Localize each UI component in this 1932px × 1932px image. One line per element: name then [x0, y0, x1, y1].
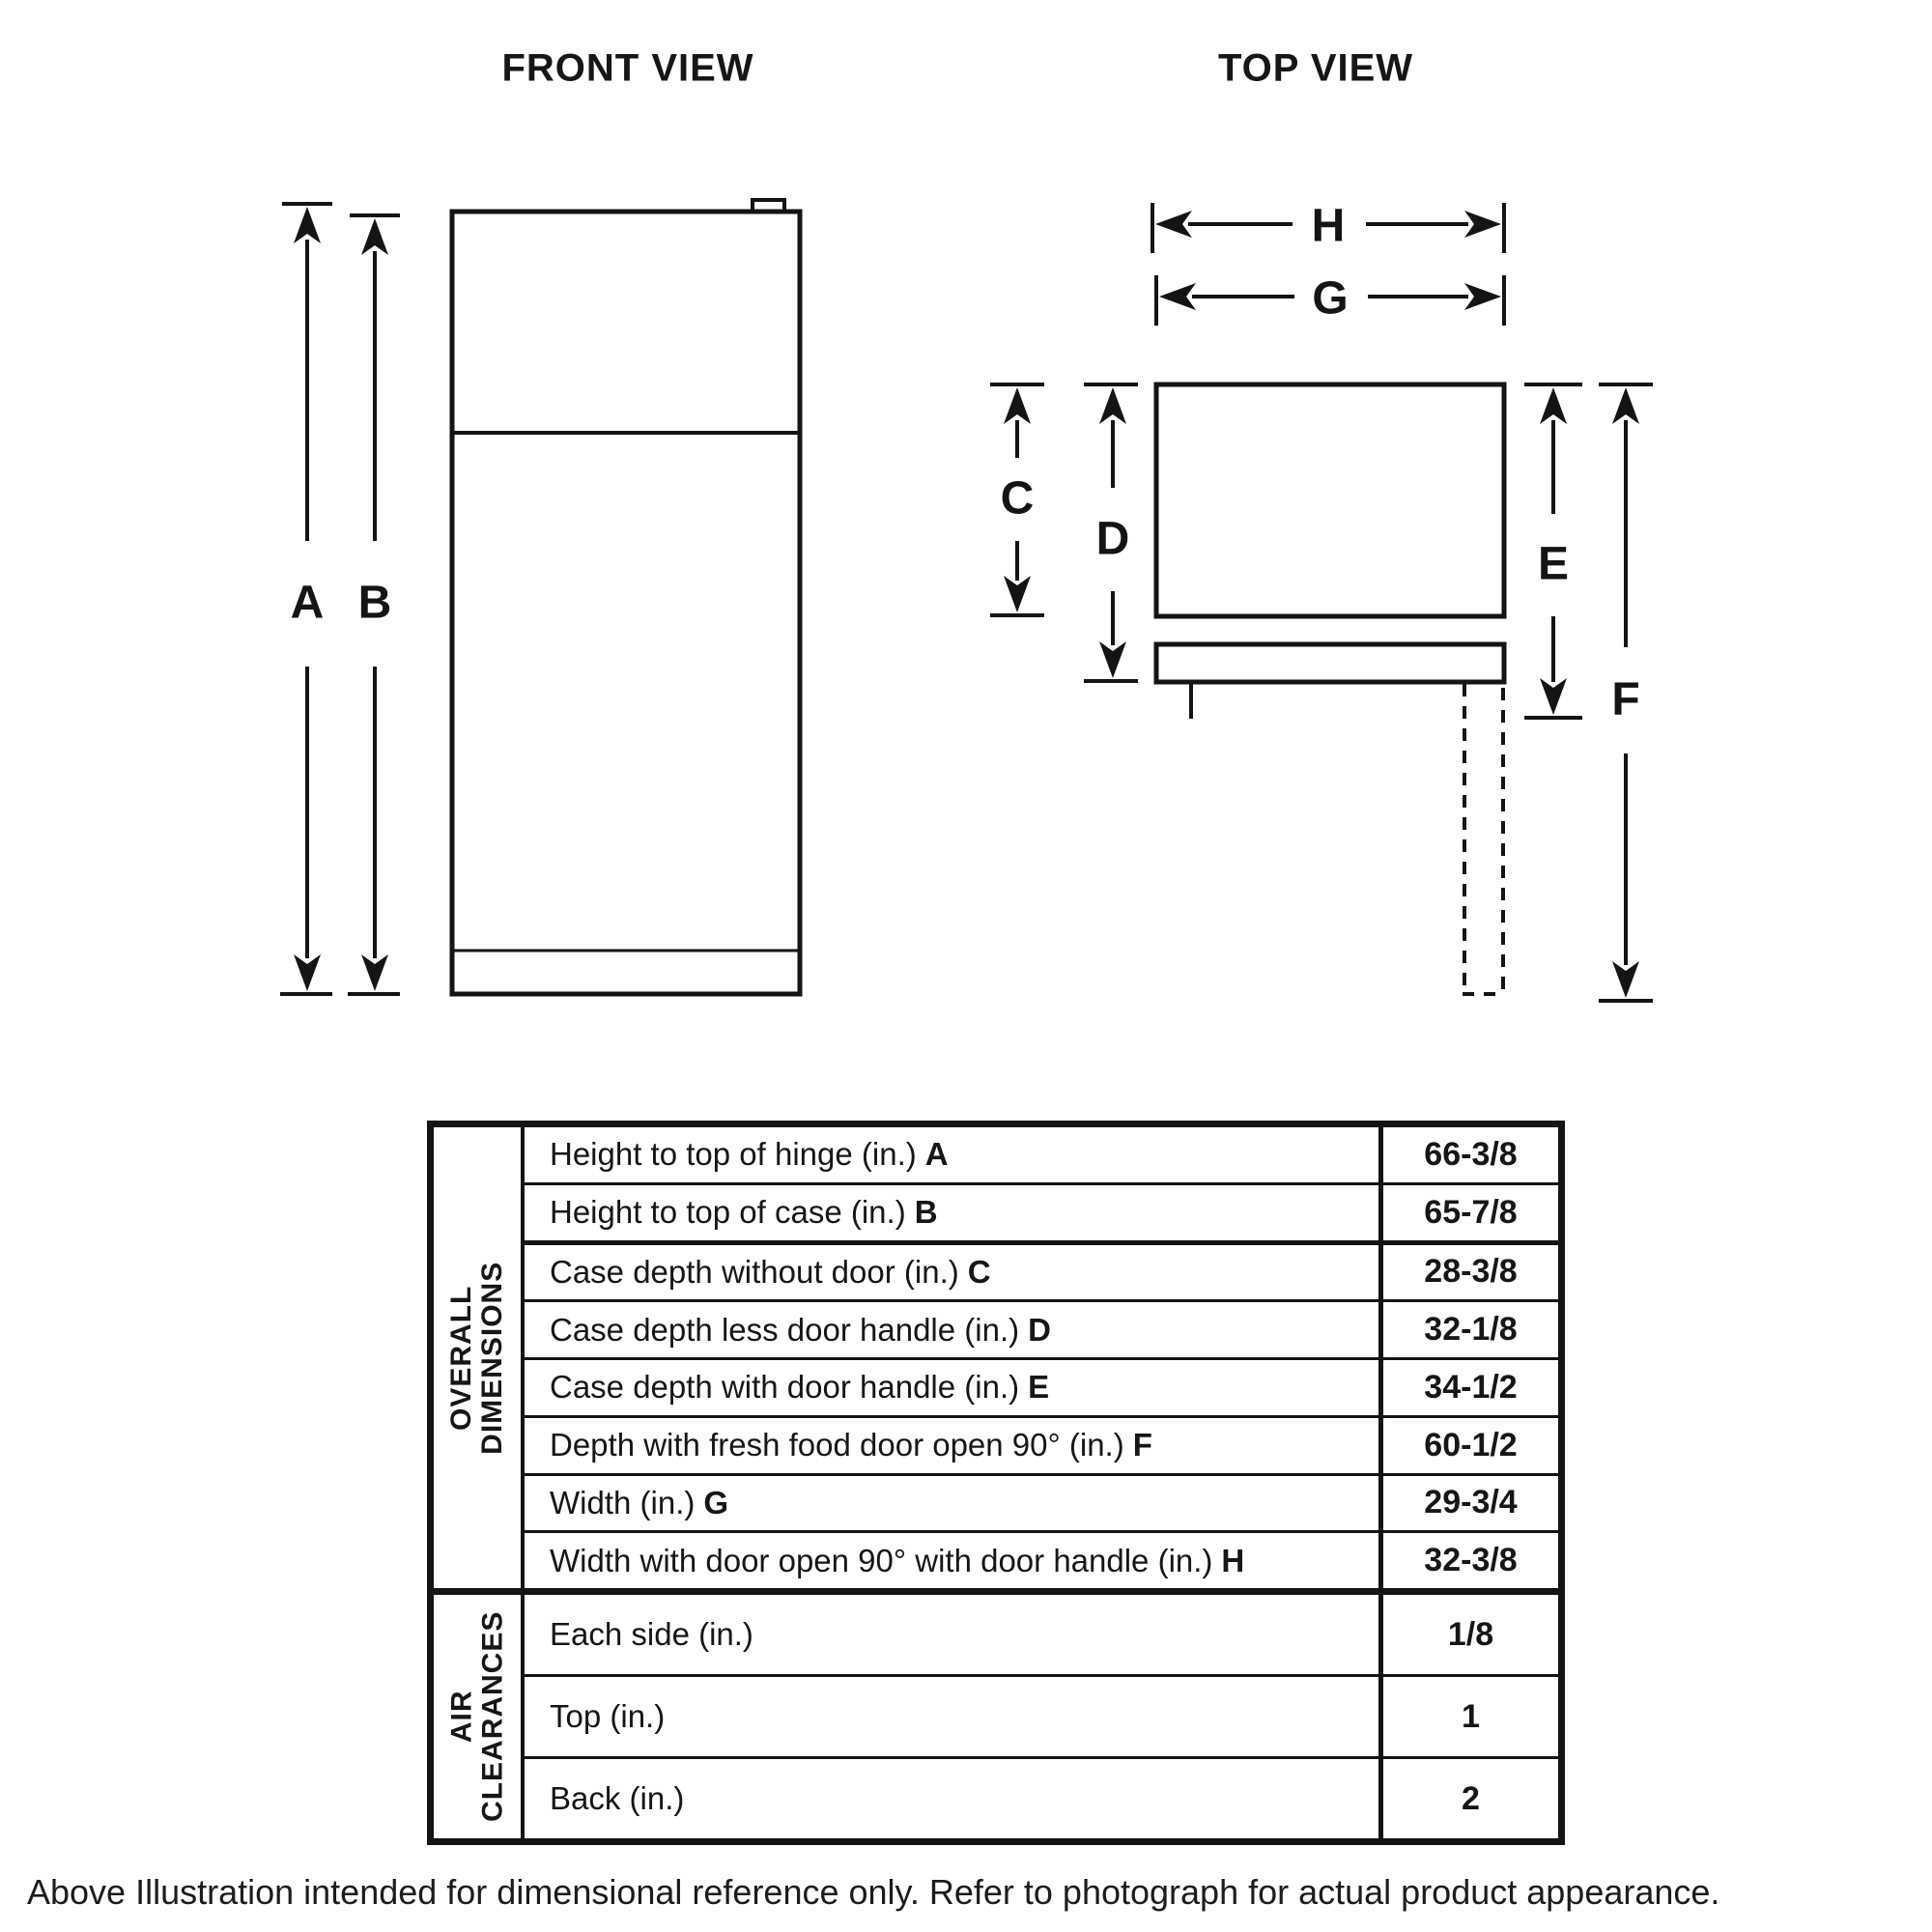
- dim-h: [1152, 201, 1504, 254]
- row-value: 60-1/2: [1378, 1418, 1558, 1473]
- case-top-outline: [1156, 384, 1504, 616]
- table-row: [525, 1127, 1558, 1185]
- table-row: [525, 1533, 1558, 1588]
- arrowhead-down: [1540, 678, 1567, 715]
- top-view-title: TOP VIEW: [1217, 46, 1414, 90]
- table-row: [525, 1677, 1558, 1759]
- header-line: DIMENSIONS: [476, 1261, 508, 1455]
- row-dim-letter: A: [924, 1136, 949, 1173]
- arrowhead-up: [1099, 387, 1126, 424]
- arrowhead-down: [1099, 641, 1126, 678]
- row-value: 1/8: [1378, 1595, 1558, 1674]
- header-line: AIR: [445, 1690, 478, 1744]
- row-dim-letter: D: [1028, 1311, 1051, 1348]
- dimensions-table: [427, 1121, 1565, 1845]
- row-label: Top (in.): [550, 1698, 666, 1734]
- row-dim-letter: E: [1028, 1369, 1050, 1406]
- top-view-drawing: [990, 201, 1653, 1002]
- row-label: Case depth without door (in.): [550, 1253, 959, 1290]
- arrowhead-right: [1464, 283, 1501, 310]
- dim-e-label: E: [1537, 538, 1570, 590]
- row-value: 66-3/8: [1378, 1127, 1558, 1182]
- front-view-drawing: [280, 200, 800, 994]
- dim-f: [1599, 384, 1653, 1001]
- table-row: [525, 1759, 1558, 1838]
- row-value: 34-1/2: [1378, 1360, 1558, 1415]
- table-row: [525, 1302, 1558, 1360]
- table-row: [525, 1245, 1558, 1303]
- dim-b: [348, 215, 400, 994]
- arrowhead-left: [1159, 283, 1196, 310]
- row-value: 32-1/8: [1378, 1302, 1558, 1357]
- arrowhead-up: [1540, 387, 1567, 424]
- row-dim-letter: B: [914, 1194, 938, 1231]
- row-label: Width with door open 90° with door handle (in.): [550, 1542, 1213, 1578]
- row-label: Case depth less door handle (in.): [550, 1311, 1020, 1348]
- dim-a-label: A: [290, 577, 325, 629]
- table-row: [525, 1418, 1558, 1476]
- door-open-dashed-outline: [1463, 684, 1505, 994]
- arrowhead-up: [294, 207, 321, 243]
- table-row: [525, 1595, 1558, 1677]
- front-view-title: FRONT VIEW: [501, 46, 754, 90]
- row-value: 29-3/4: [1378, 1476, 1558, 1531]
- row-label: Height to top of case (in.): [550, 1194, 906, 1231]
- row-label: Width (in.): [550, 1484, 696, 1520]
- arrowhead-down: [361, 954, 388, 991]
- header-line: CLEARANCES: [476, 1610, 509, 1823]
- air-clearances-section: [434, 1588, 1558, 1838]
- header-line: OVERALL: [445, 1285, 478, 1431]
- arrowhead-down: [1004, 576, 1031, 612]
- dim-f-label: F: [1611, 673, 1640, 725]
- arrowhead-down: [294, 954, 321, 991]
- air-clearances-header: [434, 1595, 525, 1838]
- row-dim-letter: H: [1221, 1542, 1245, 1578]
- table-row: [525, 1360, 1558, 1418]
- door-top-outline: [1156, 644, 1504, 682]
- fridge-front-outline: [452, 212, 800, 994]
- row-value: 65-7/8: [1378, 1185, 1558, 1240]
- dim-c: [990, 384, 1044, 615]
- row-label: Case depth with door handle (in.): [550, 1369, 1020, 1406]
- row-dim-letter: F: [1132, 1427, 1152, 1463]
- dim-e: [1524, 384, 1582, 718]
- dim-d: [1084, 384, 1138, 681]
- door-hinge-tab: [753, 200, 784, 212]
- row-value: 1: [1378, 1677, 1558, 1756]
- row-dim-letter: C: [967, 1253, 991, 1290]
- row-label: Height to top of hinge (in.): [550, 1136, 917, 1173]
- row-value: 2: [1378, 1759, 1558, 1838]
- arrowhead-up: [1612, 387, 1639, 424]
- row-dim-letter: G: [703, 1484, 729, 1520]
- dim-g-label: G: [1312, 272, 1349, 325]
- table-row: [525, 1476, 1558, 1534]
- dim-d-label: D: [1095, 513, 1130, 565]
- overall-dimensions-header: [434, 1127, 525, 1588]
- row-label: Depth with fresh food door open 90° (in.): [550, 1427, 1124, 1463]
- overall-dimensions-section: [434, 1127, 1558, 1588]
- arrowhead-up: [361, 218, 388, 255]
- row-label: Back (in.): [550, 1780, 685, 1816]
- row-label: Each side (in.): [550, 1616, 753, 1652]
- dim-b-label: B: [357, 577, 392, 629]
- dim-g: [1156, 273, 1504, 327]
- row-value: 32-3/8: [1378, 1533, 1558, 1588]
- dim-h-label: H: [1311, 200, 1346, 252]
- disclaimer-note: Above Illustration intended for dimensional reference only. Refer to photograph for actual product appearance.: [27, 1872, 1720, 1912]
- row-value: 28-3/8: [1378, 1245, 1558, 1300]
- arrowhead-down: [1612, 961, 1639, 998]
- dim-c-label: C: [1000, 472, 1035, 525]
- table-row: [525, 1185, 1558, 1245]
- arrowhead-left: [1155, 211, 1192, 238]
- arrowhead-up: [1004, 387, 1031, 424]
- arrowhead-right: [1464, 211, 1501, 238]
- dim-a: [280, 204, 332, 994]
